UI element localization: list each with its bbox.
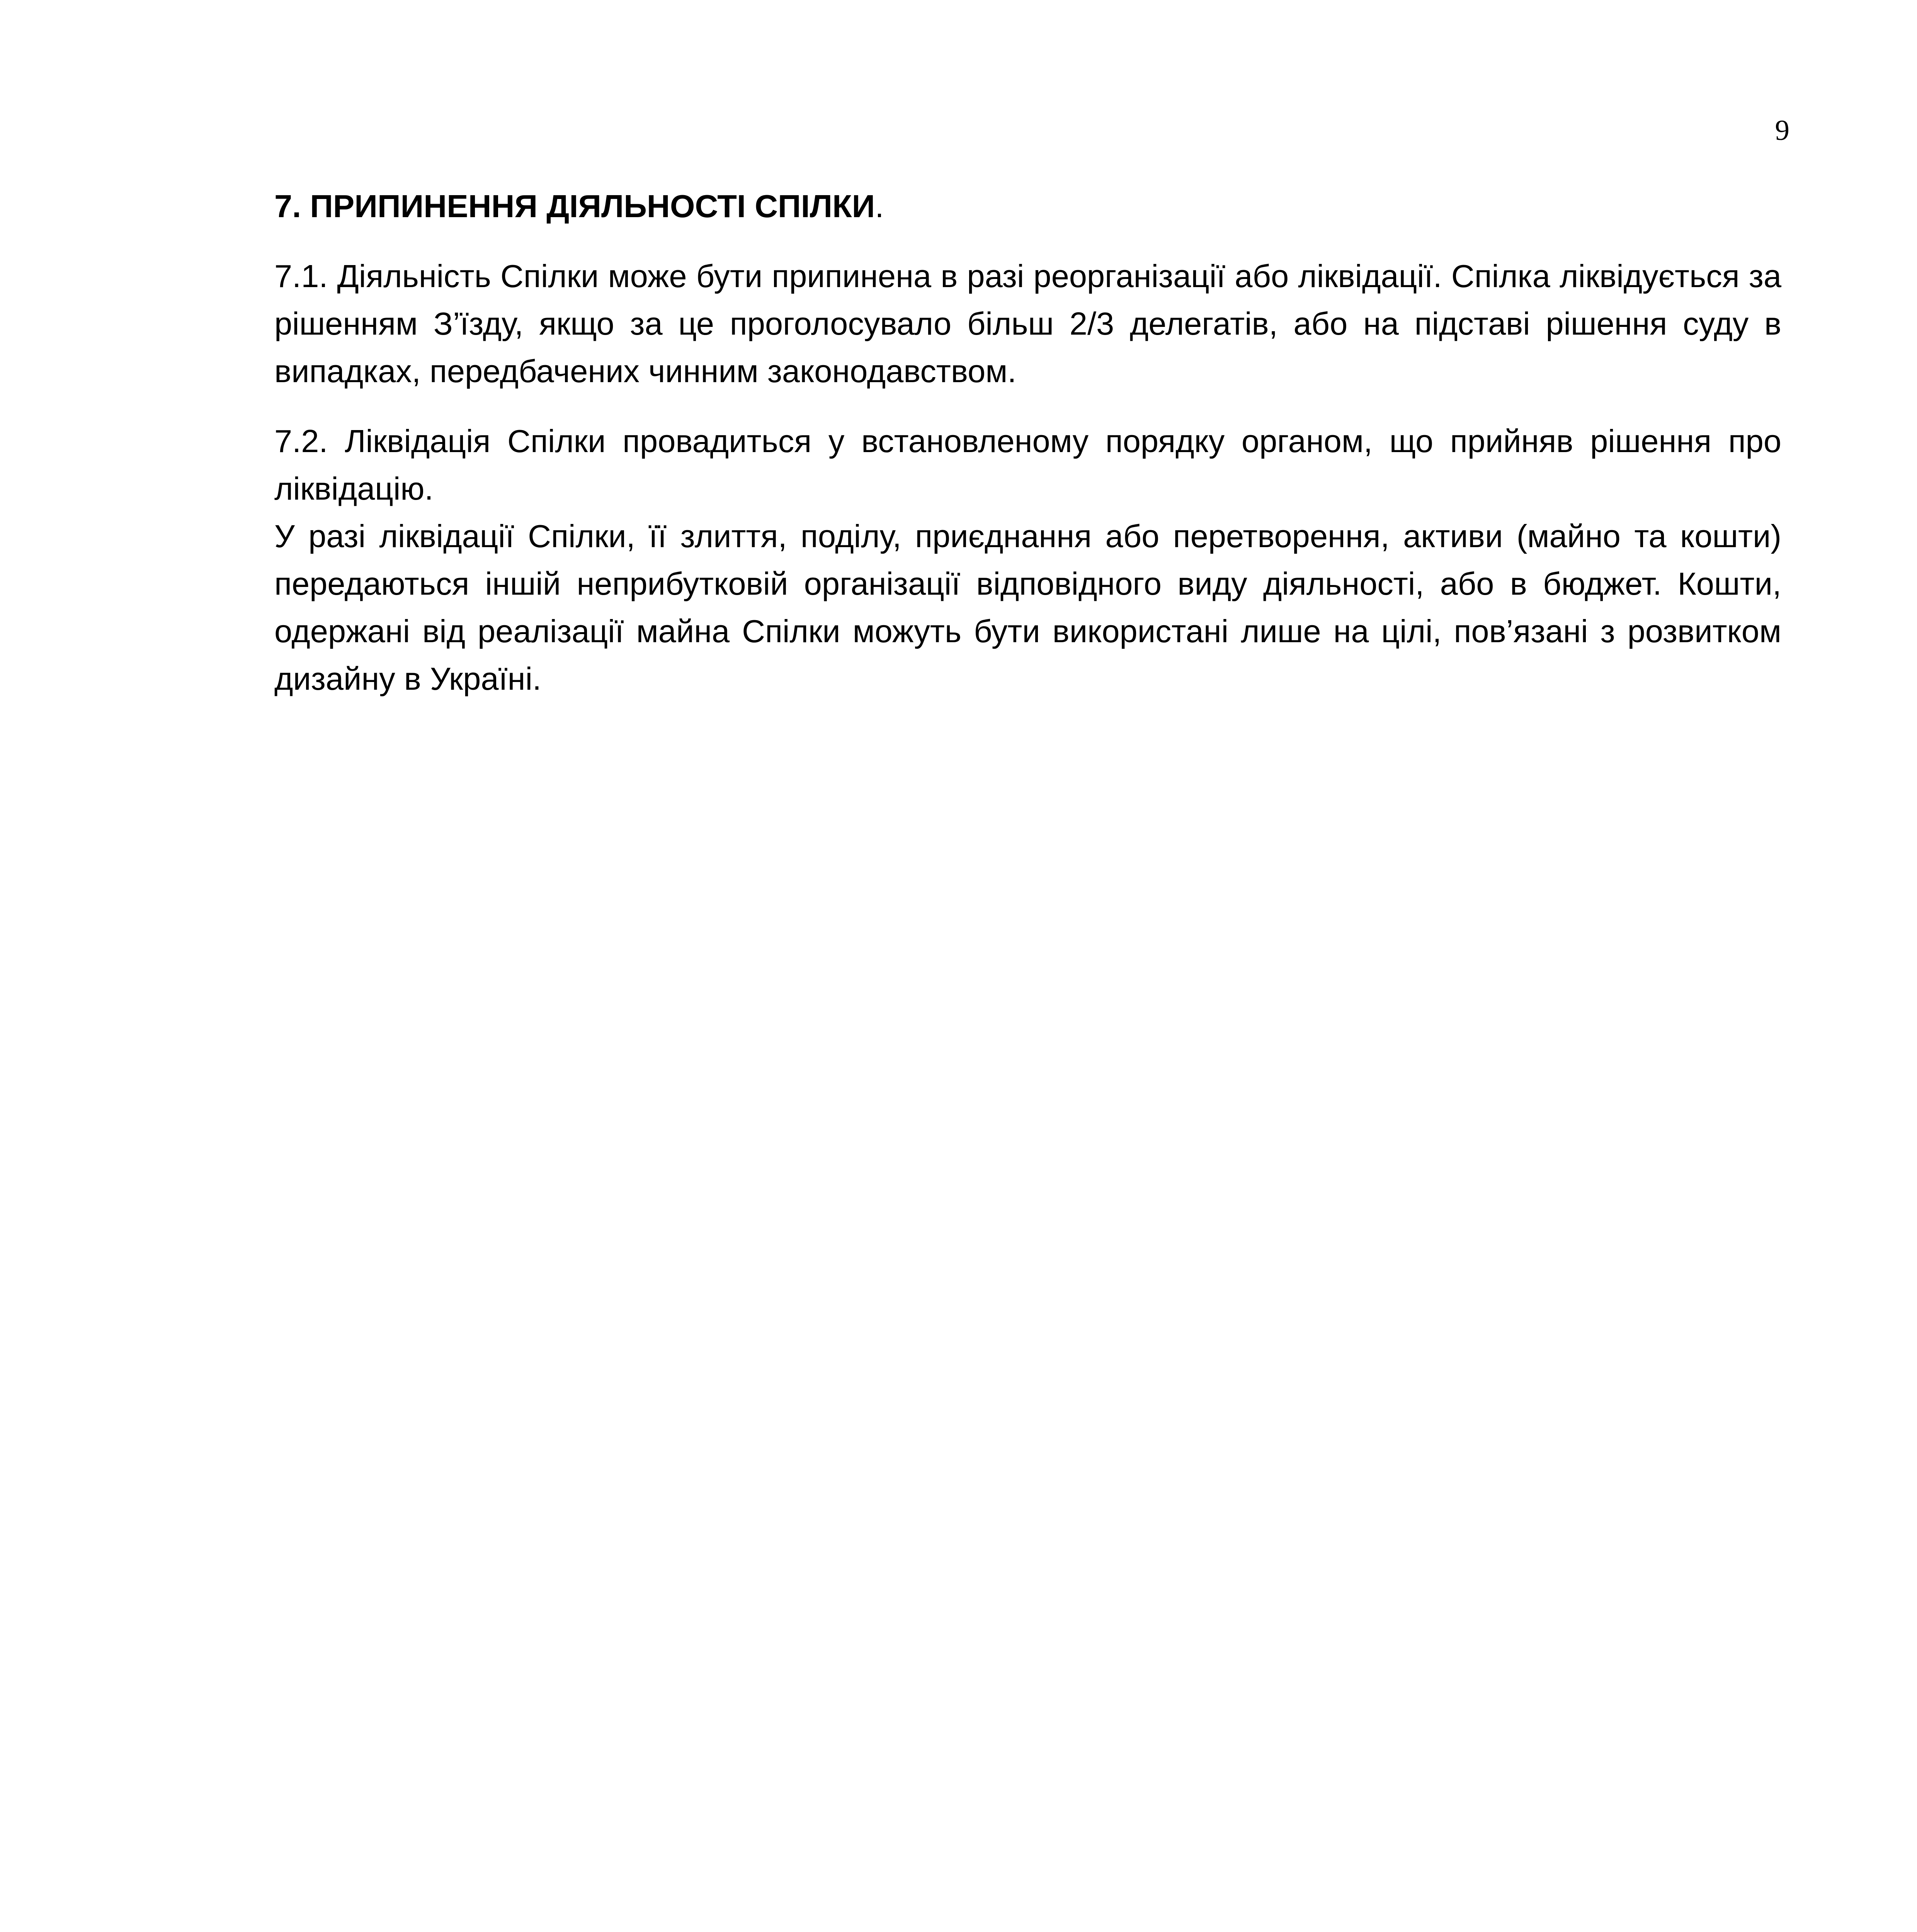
section-content <box>274 182 1781 725</box>
section-heading <box>274 182 1781 230</box>
page-number: 9 <box>1775 114 1789 146</box>
paragraph-7-2: 7.2. Ліквідація Спілки провадиться у встановленому порядку органом, що прийняв рішення про ліквідацію. <box>274 423 1781 507</box>
paragraph-7-1: 7.1. Діяльність Спілки може бути припинена в разі реорганізації або ліквідації. Спілка ліквідується за рішенням З’їзду, якщо за це проголосувало більш 2/3 делегатів, або на підставі рішення суду в випадках, передбачених чинним законодавством. <box>274 258 1781 389</box>
section-heading-text: 7. ПРИПИНЕННЯ ДІЯЛЬНОСТІ СПІЛКИ <box>274 188 875 224</box>
paragraph-liquidation-assets: У разі ліквідації Спілки, її злиття, поділу, приєднання або перетворення, активи (майно та кошти) передаються іншій неприбутковій організації відповідного виду діяльності, або в бюджет. Кошти, одержані від реалізації майна Спілки можуть бути використані лише на цілі, пов’язані з розвитком дизайну в Україні. <box>274 518 1781 697</box>
section-heading-punct: . <box>875 188 884 224</box>
